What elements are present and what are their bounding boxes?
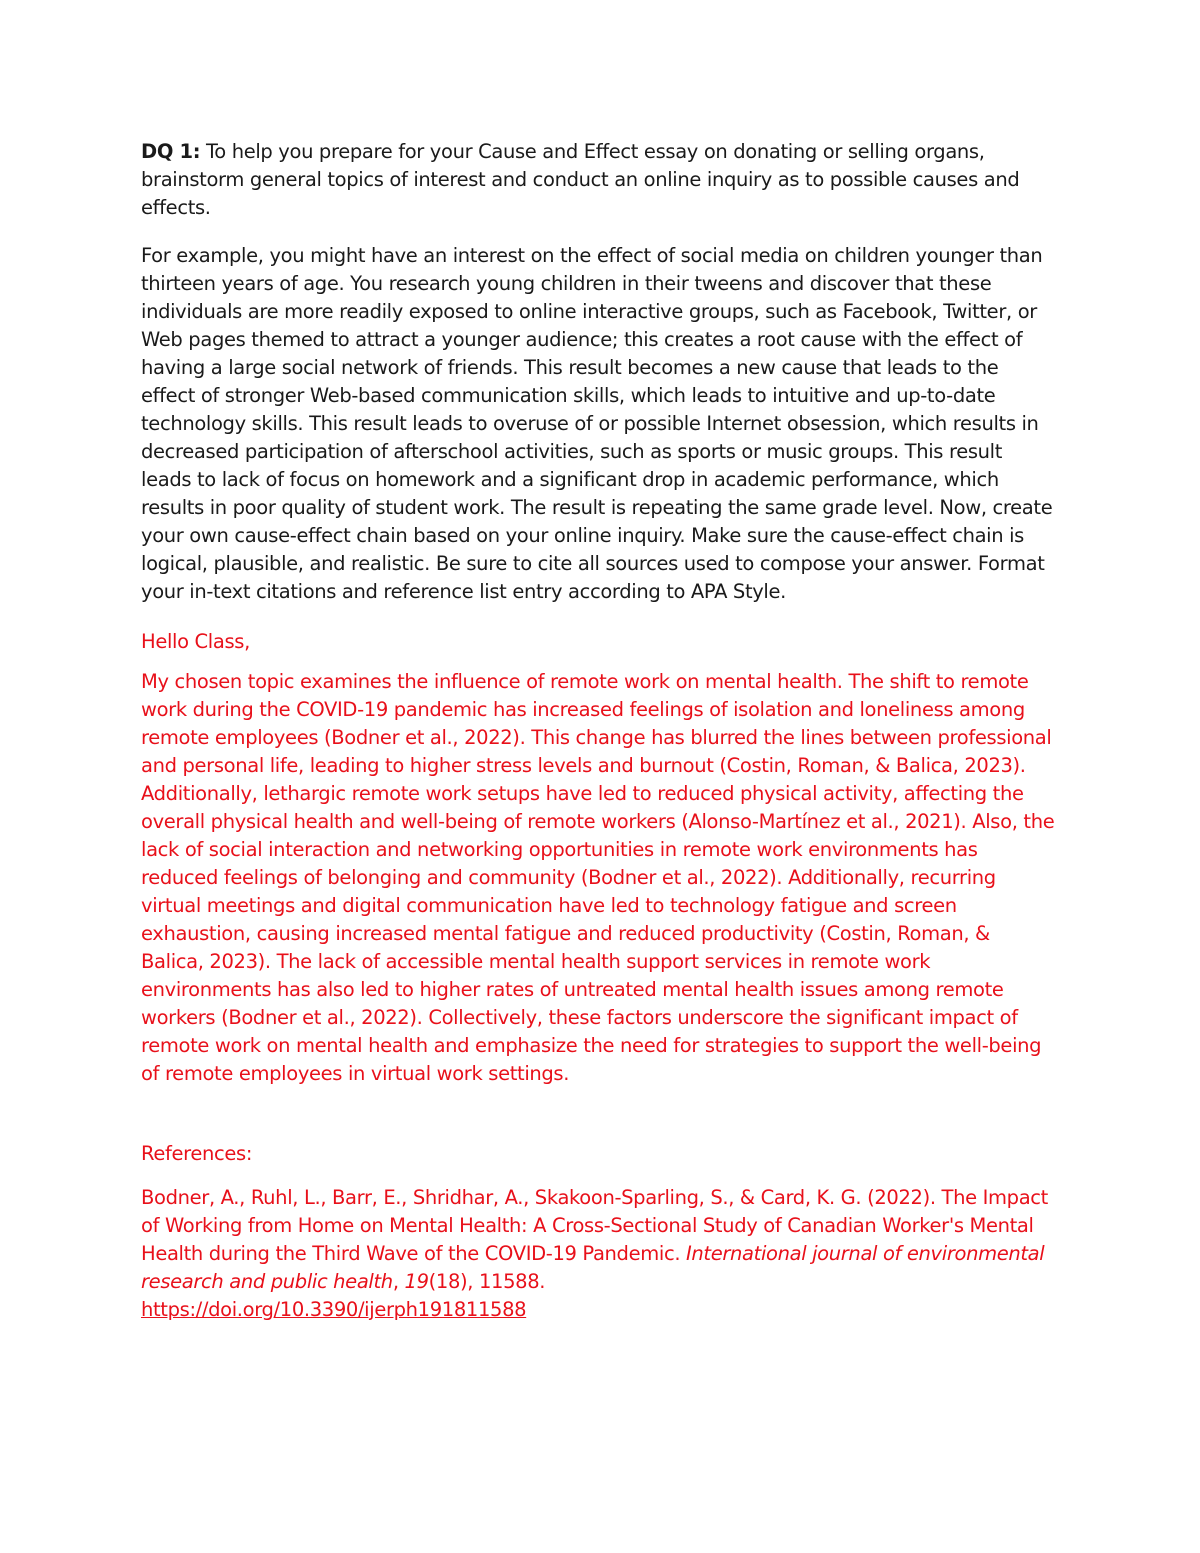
discussion-question	[141, 138, 1056, 222]
reference-doi-link[interactable]: https://doi.org/10.3390/ijerph191811588	[141, 1298, 527, 1321]
example-paragraph: For example, you might have an interest on the effect of social media on children younger than thirteen years of age. You research young children in their tweens and discover that these individuals are more readily exposed to online interactive groups, such as Facebook, Twitter, or Web pages themed to attract a younger audience; this creates a root cause with the effect of having a large social network of friends. This result becomes a new cause that leads to the effect of stronger Web-based communication skills, which leads to intuitive and up-to-date technology skills. This result leads to overuse of or possible Internet obsession, which results in decreased participation of afterschool activities, such as sports or music groups. This result leads to lack of focus on homework and a significant drop in academic performance, which results in poor quality of student work. The result is repeating the same grade level. Now, create your own cause-effect chain based on your online inquiry. Make sure the cause-effect chain is logical, plausible, and realistic. Be sure to cite all sources used to compose your answer. Format your in-text citations and reference list entry according to APA Style.	[141, 244, 1053, 603]
response-paragraph: My chosen topic examines the influence of remote work on mental health. The shift to remote work during the COVID-19 pandemic has increased feelings of isolation and loneliness among remote employees (Bodner et al., 2022). This change has blurred the lines between professional and personal life, leading to higher stress levels and burnout (Costin, Roman, & Balica, 2023). Additionally, lethargic remote work setups have led to reduced physical activity, affecting the overall physical health and well-being of remote workers (Alonso-Martínez et al., 2021). Also, the lack of social interaction and networking opportunities in remote work environments has reduced feelings of belonging and community (Bodner et al., 2022). Additionally, recurring virtual meetings and digital communication have led to technology fatigue and screen exhaustion, causing increased mental fatigue and reduced productivity (Costin, Roman, & Balica, 2023). The lack of accessible mental health support services in remote work environments has also led to higher rates of untreated mental health issues among remote workers (Bodner et al., 2022). Collectively, these factors underscore the significant impact of remote work on mental health and emphasize the need for strategies to support the well-being of remote employees in virtual work settings.	[141, 670, 1055, 1085]
reference-volume: 19	[404, 1270, 429, 1293]
greeting: Hello Class,	[141, 630, 250, 653]
document-page	[141, 138, 1056, 1324]
dq-text: To help you prepare for your Cause and Effect essay on donating or selling organs, brainstorm general topics of interest and conduct an online inquiry as to possible causes and effects.	[141, 140, 1020, 219]
references-heading: References:	[141, 1142, 253, 1165]
reference-authors-title: Bodner, A., Ruhl, L., Barr, E., Shridhar, A., Skakoon-Sparling, S., & Card, K. G. (2022). The Impact of Working from Home on Mental Health: A Cross-Sectional Study of Canadian Worker's Mental Health during the Third Wave of the COVID-19 Pandemic.	[141, 1186, 1048, 1265]
dq-label: DQ 1:	[141, 140, 201, 163]
reference-journal: International journal of environmental research and public health	[141, 1242, 1045, 1293]
reference-issue-pages: (18), 11588.	[428, 1270, 546, 1293]
reference-entry	[141, 1184, 1056, 1324]
reference-separator: ,	[392, 1270, 405, 1293]
